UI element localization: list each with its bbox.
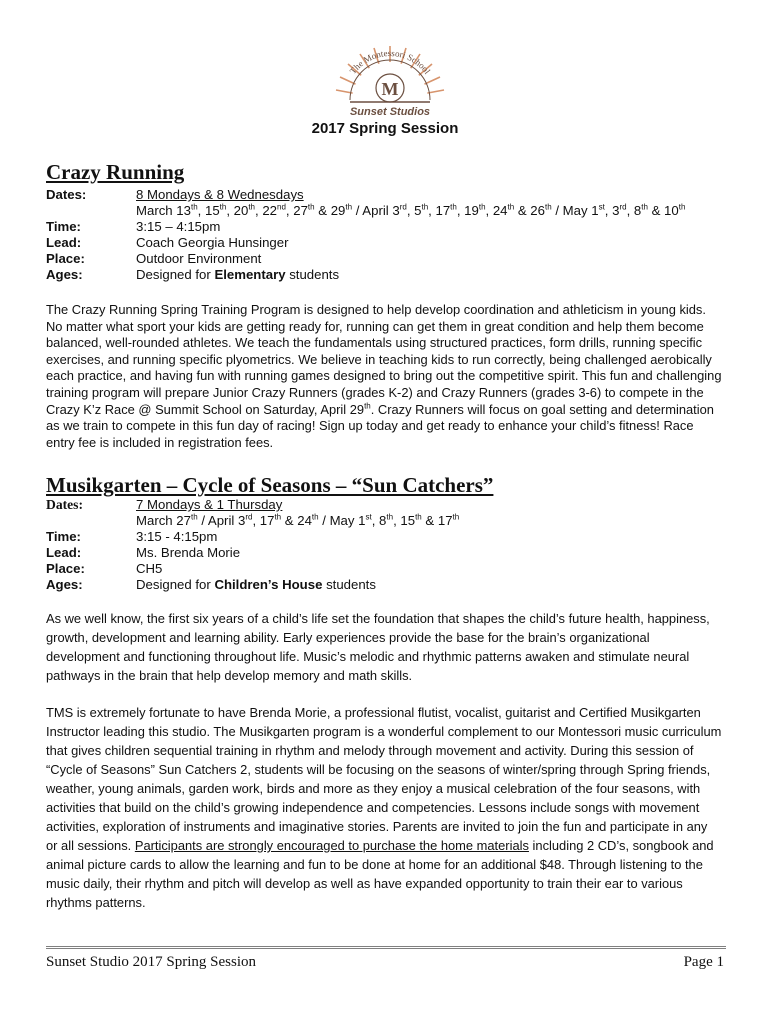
crazy-running-details — [46, 187, 685, 283]
time-label: Time: — [46, 219, 81, 234]
place-row — [46, 251, 685, 267]
crazy-running-heading: Crazy Running — [46, 160, 185, 184]
ages-value: Designed for Children’s House students — [136, 577, 376, 592]
page-number: Page 1 — [683, 954, 724, 970]
lead-label: Lead: — [46, 235, 82, 250]
musikgarten-details — [46, 497, 459, 593]
lead-row — [46, 235, 685, 251]
place-label: Place: — [46, 251, 85, 266]
lead-label: Lead: — [46, 545, 82, 560]
logo-monogram: M — [381, 79, 399, 99]
footer-divider — [46, 946, 726, 949]
time-label: Time: — [46, 529, 81, 544]
lead-value: Coach Georgia Hunsinger — [136, 235, 289, 250]
dates-label: Dates: — [46, 497, 83, 512]
dates-summary: 8 Mondays & 8 Wednesdays — [136, 187, 304, 202]
musikgarten-heading: Musikgarten – Cycle of Seasons – “Sun Catchers” — [46, 473, 494, 497]
dates-row — [46, 497, 459, 513]
dates-list: March 27th / April 3rd, 17th & 24th / May 1st, 8th, 15th & 17th — [136, 512, 460, 528]
dates-list-row — [46, 203, 685, 219]
musikgarten-paragraph-1: As we well know, the first six years of a child’s life set the foundation that shapes the child’s future health, happiness, growth, development and learning ability. Early experiences provide the base for the brain’s organizational development and functioning throughout life. Music’s melodic and rhythmic patterns awaken and stimulate neural pathways in the brain that help develop memory and math skills. — [46, 611, 710, 683]
place-value: Outdoor Environment — [136, 251, 262, 266]
dates-label: Dates: — [46, 187, 87, 202]
ages-row — [46, 577, 459, 593]
dates-list: March 13th, 15th, 20th, 22nd, 27th & 29th / April 3rd, 5th, 17th, 19th, 24th & 26th / May 1st, 3rd, 8th & 10th — [136, 202, 686, 218]
lead-row — [46, 545, 459, 561]
crazy-running-description: The Crazy Running Spring Training Program is designed to help develop coordination and athleticism in young kids. No matter what sport your kids are getting ready for, running can get them in great condition and help them become balanced, well-rounded athletes. We teach the fundamentals using structured practices, form drills, running specific exercises, and running specific plyometrics. We believe in teaching kids to run correctly, being challenged aerobically each practice, and having fun with running games designed to bring out the competitive spirit. This fun and challenging training program will prepare Junior Crazy Runners (grades K-2) and Crazy Runners (grades 3-6) to compete in the Crazy K’z Race @ Summit School on Saturday, April 29th. Crazy Runners will focus on goal setting and determination as we train to compete in this fun day of racing! Sign up today and get ready to enhance your child’s fitness! Race entry fee is included in registration fees. — [46, 302, 722, 450]
ages-row — [46, 267, 685, 283]
place-row — [46, 561, 459, 577]
dates-list-row — [46, 513, 459, 529]
logo-studio-name: Sunset Studios — [349, 106, 431, 118]
ages-value: Designed for Elementary students — [136, 267, 340, 282]
ages-label: Ages: — [46, 267, 83, 282]
session-title: 2017 Spring Session — [311, 120, 459, 137]
dates-summary: 7 Mondays & 1 Thursday — [136, 497, 283, 512]
time-value: 3:15 – 4:15pm — [136, 219, 221, 234]
sunset-studios-logo — [300, 44, 480, 120]
home-materials-note: Participants are strongly encouraged to purchase the home materials — [134, 838, 529, 853]
time-row — [46, 219, 685, 235]
time-value: 3:15 - 4:15pm — [136, 529, 218, 544]
dates-row — [46, 187, 685, 203]
place-value: CH5 — [136, 561, 163, 576]
ages-label: Ages: — [46, 577, 83, 592]
time-row — [46, 529, 459, 545]
place-label: Place: — [46, 561, 85, 576]
musikgarten-paragraph-2: TMS is extremely fortunate to have Brenda Morie, a professional flutist, vocalist, guitarist and Certified Musikgarten Instructor leading this studio. The Musikgarten program is a wonderful complement to our Montessori music curriculum that gives children sequential training in rhythm and melody through movement and activity. During this session of “Cycle of Seasons” Sun Catchers 2, students will be focusing on the seasons of winter/spring through Spring friends, weather, young animals, garden work, birds and more as they enjoy a musical celebration of the four seasons, with activities that build on the child’s growing independence and competencies. Lessons include songs with movement activities, exploration of instruments and imaginative stories. Parents are invited to join the fun and participate in any or all sessions. Participants are strongly encouraged to purchase the home materials including 2 CD’s, songbook and animal picture cards to allow the learning and fun to be done at home for an additional $48. Through listening to the music daily, their rhythm and pitch will develop as well as have expanded opportunity to train their ear to various rhythms patterns. — [46, 705, 722, 910]
lead-value: Ms. Brenda Morie — [136, 545, 241, 560]
logo-ring-text: The Montessori School — [347, 47, 433, 76]
footer-title: Sunset Studio 2017 Spring Session — [46, 954, 257, 970]
